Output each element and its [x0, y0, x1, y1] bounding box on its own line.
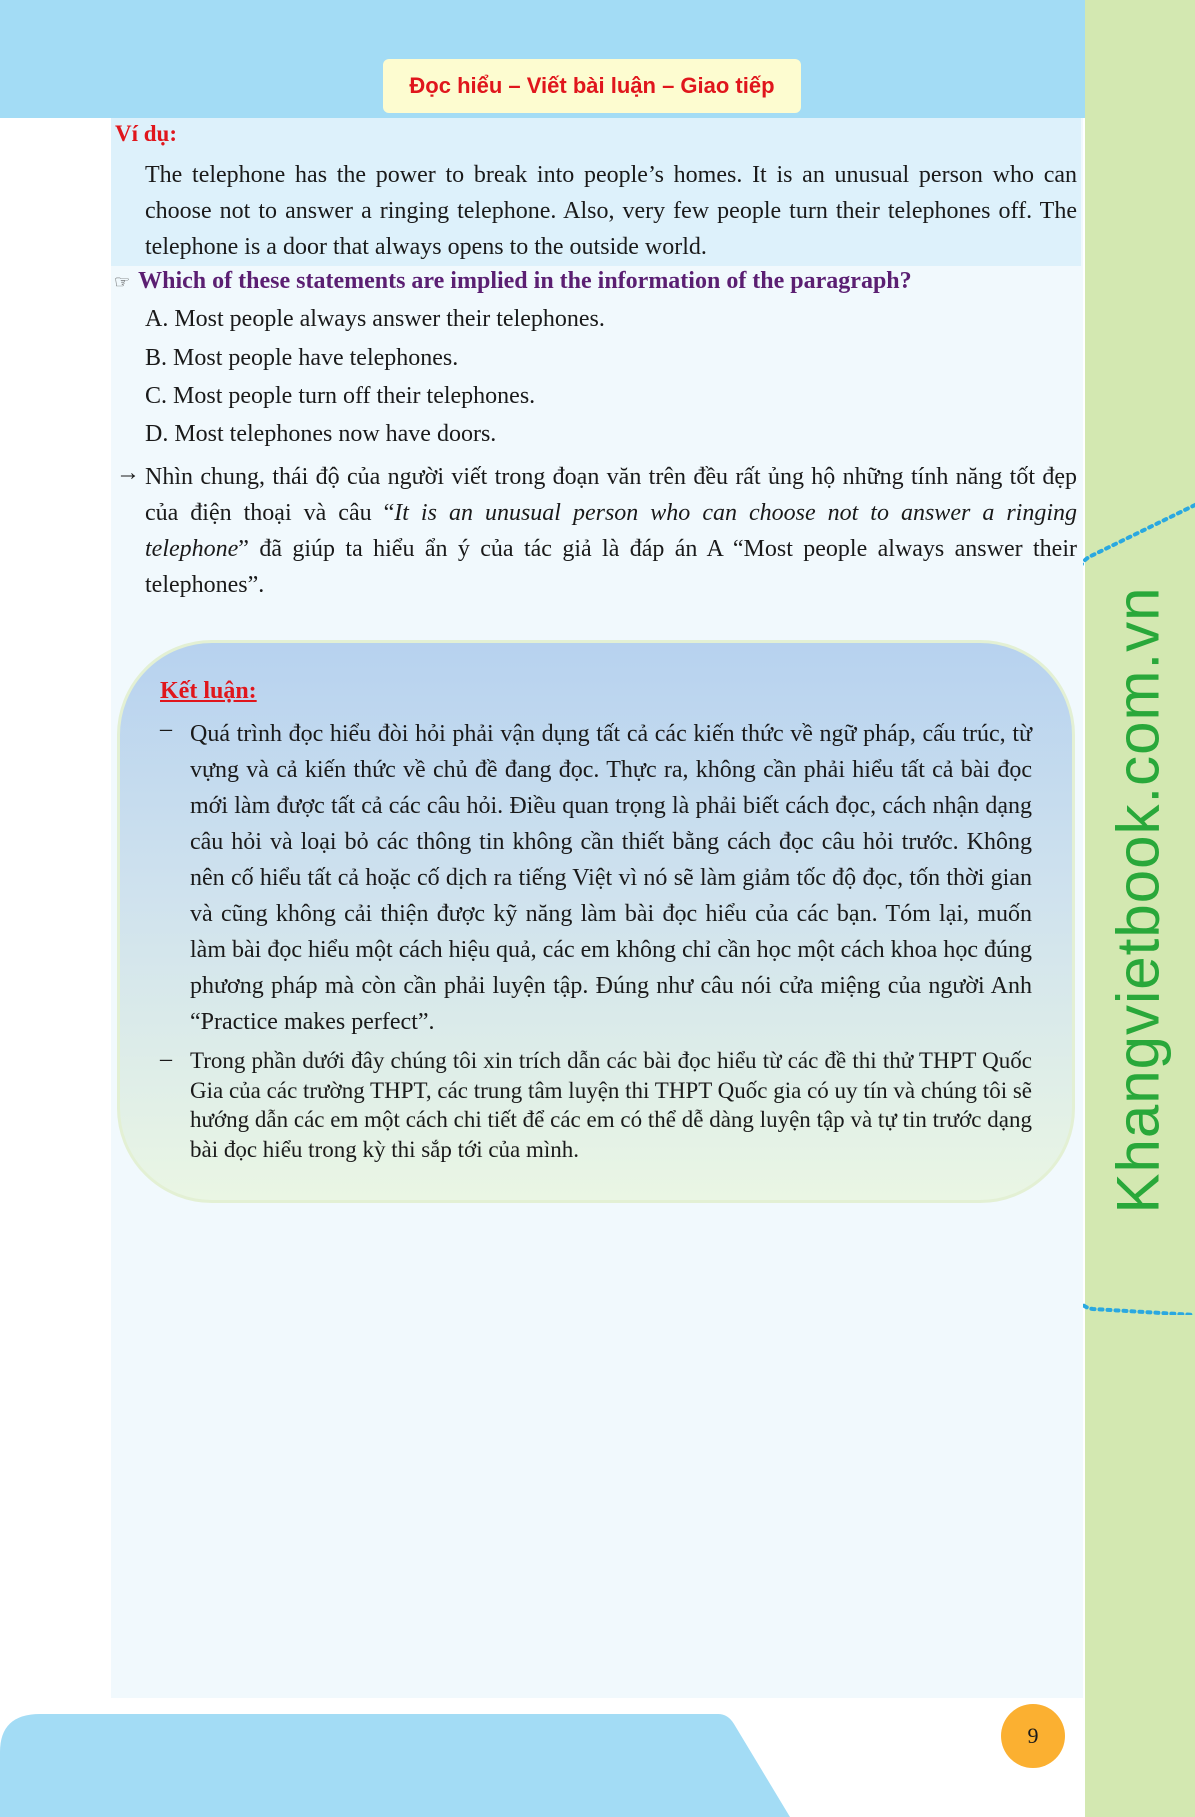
footer-band [0, 1712, 800, 1817]
explanation-paragraph [145, 459, 1077, 603]
example-label: Ví dụ: [115, 121, 177, 146]
explanation-text-end: ” đã giúp ta hiểu ẩn ý của tác giả là đáp án A “Most people always answer their telephones”. [145, 536, 1077, 598]
page-number-badge: 9 [1001, 1704, 1065, 1768]
explanation-text-start: Nhìn chung, thái độ của người viết trong đoạn văn trên đều rất ủng hộ những tính năng tốt đẹp của điện thoại và câu “ [145, 464, 1077, 526]
option-d: D. Most telephones now have doors. [145, 421, 497, 447]
option-a: A. Most people always answer their telephones. [145, 306, 605, 332]
section-title: Đọc hiểu – Viết bài luận – Giao tiếp [383, 59, 801, 113]
conclusion-title: Kết luận: [160, 678, 257, 704]
conclusion-paragraph-2: Trong phần dưới đây chúng tôi xin trích dẫn các bài đọc hiểu từ các đề thi thử THPT Quốc Gia của các trường THPT, các trung tâm luyện thi THPT Quốc gia có uy tín và chúng tôi sẽ hướng dẫn các em một cách chi tiết để các em có thể dễ dàng luyện tập và tự tin trước dạng bài đọc hiểu trong kỳ thi sắp tới của mình. [190, 1048, 1032, 1162]
question [114, 268, 1084, 295]
option-b: B. Most people have telephones. [145, 345, 459, 371]
bullet-dash: – [160, 1046, 172, 1072]
pointing-hand-icon: ☞ [114, 272, 131, 292]
option-c: C. Most people turn off their telephones. [145, 383, 536, 409]
arrow-icon: → [116, 460, 140, 486]
example-paragraph: The telephone has the power to break into people’s homes. It is an unusual person who can choose not to answer a ringing telephone. Also, very few people turn their telephones off. The telephone is a door that always opens to the outside world. [145, 162, 1077, 260]
explanation-quote: It is an unusual person who can choose not to answer a ringing telephone [145, 500, 1077, 562]
conclusion-paragraph-1: Quá trình đọc hiểu đòi hỏi phải vận dụng tất cả các kiến thức về ngữ pháp, cấu trúc, từ vựng và cả kiến thức về chủ đề đang đọc. Thực ra, không cần phải hiểu tất cả bài đọc mới làm được tất cả các câu hỏi. Điều quan trọng là phải biết cách đọc, cách nhận dạng câu hỏi và loại bỏ các thông tin không cần thiết bằng cách đọc câu hỏi trước. Không nên cố hiểu tất cả hoặc cố dịch ra tiếng Việt vì nó sẽ làm giảm tốc độ đọc, tốn thời gian và cũng không cải thiện được kỹ năng làm bài đọc hiểu của các bạn. Tóm lại, muốn làm bài đọc hiểu một cách hiệu quả, các em không chỉ cần học một cách khoa học đúng phương pháp mà còn cần phải luyện tập. Đúng như câu nói cửa miệng của người Anh “Practice makes perfect”. [190, 721, 1032, 1035]
watermark-text: Khangvietbook.com.vn [1104, 586, 1172, 1214]
bullet-dash: – [160, 716, 172, 742]
question-text: Which of these statements are implied in the information of the paragraph? [138, 268, 912, 294]
